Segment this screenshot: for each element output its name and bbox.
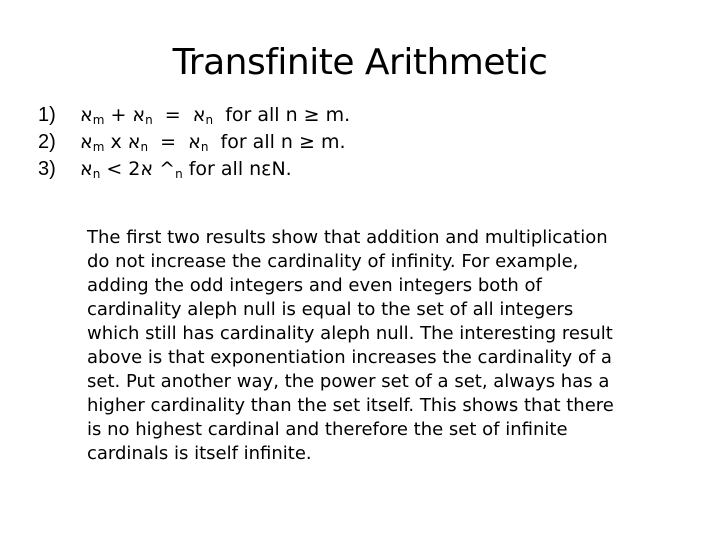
aleph-symbol: א — [127, 131, 141, 153]
paragraph-line: do not increase the cardinality of infinity. For example, — [87, 251, 579, 272]
explanation-paragraph — [87, 226, 687, 466]
formula — [80, 158, 292, 181]
aleph-symbol: א — [192, 104, 206, 126]
condition: for all n ≥ m. — [213, 104, 351, 126]
condition: for all nεN. — [182, 158, 292, 180]
paragraph-line: The first two results show that addition and multiplication — [87, 227, 608, 248]
aleph-symbol: א — [132, 104, 146, 126]
subscript: n — [175, 167, 183, 181]
operator: + — [104, 104, 133, 126]
equals: = — [148, 131, 189, 153]
item-number: 2) — [38, 131, 56, 153]
paragraph-line: adding the odd integers and even integers both of — [87, 275, 542, 296]
subscript: m — [92, 113, 105, 127]
condition: for all n ≥ m. — [208, 131, 346, 153]
formula — [80, 131, 346, 154]
item-number: 3) — [38, 158, 56, 180]
power-expression: < 2א ^ — [100, 158, 176, 180]
aleph-symbol: א — [188, 131, 201, 153]
formula — [80, 104, 350, 127]
operator: x — [104, 131, 128, 153]
paragraph-line: cardinals is itself infinite. — [87, 443, 312, 464]
aleph-symbol: א — [80, 104, 93, 126]
slide-title: Transfinite Arithmetic — [172, 42, 548, 83]
aleph-symbol: א — [80, 131, 93, 153]
list-item-1 — [38, 104, 350, 131]
subscript: n — [140, 140, 149, 154]
paragraph-line: higher cardinality than the set itself. This shows that there — [87, 395, 614, 416]
paragraph-line: cardinality aleph null is equal to the set of all integers — [87, 299, 574, 320]
subscript: n — [205, 113, 214, 127]
item-number: 1) — [38, 104, 56, 126]
subscript: n — [145, 113, 153, 127]
list-item-3 — [38, 158, 350, 185]
equals: = — [152, 104, 193, 126]
subscript: n — [92, 167, 101, 181]
paragraph-line: which still has cardinality aleph null. The interesting result — [87, 323, 613, 344]
subscript: n — [200, 140, 209, 154]
paragraph-line: above is that exponentiation increases the cardinality of a — [87, 347, 612, 368]
list-item-2 — [38, 131, 350, 158]
paragraph-line: set. Put another way, the power set of a set, always has a — [87, 371, 610, 392]
aleph-symbol: א — [80, 158, 93, 180]
numbered-list — [38, 104, 350, 185]
subscript: m — [92, 140, 105, 154]
paragraph-line: is no highest cardinal and therefore the set of infinite — [87, 419, 568, 440]
